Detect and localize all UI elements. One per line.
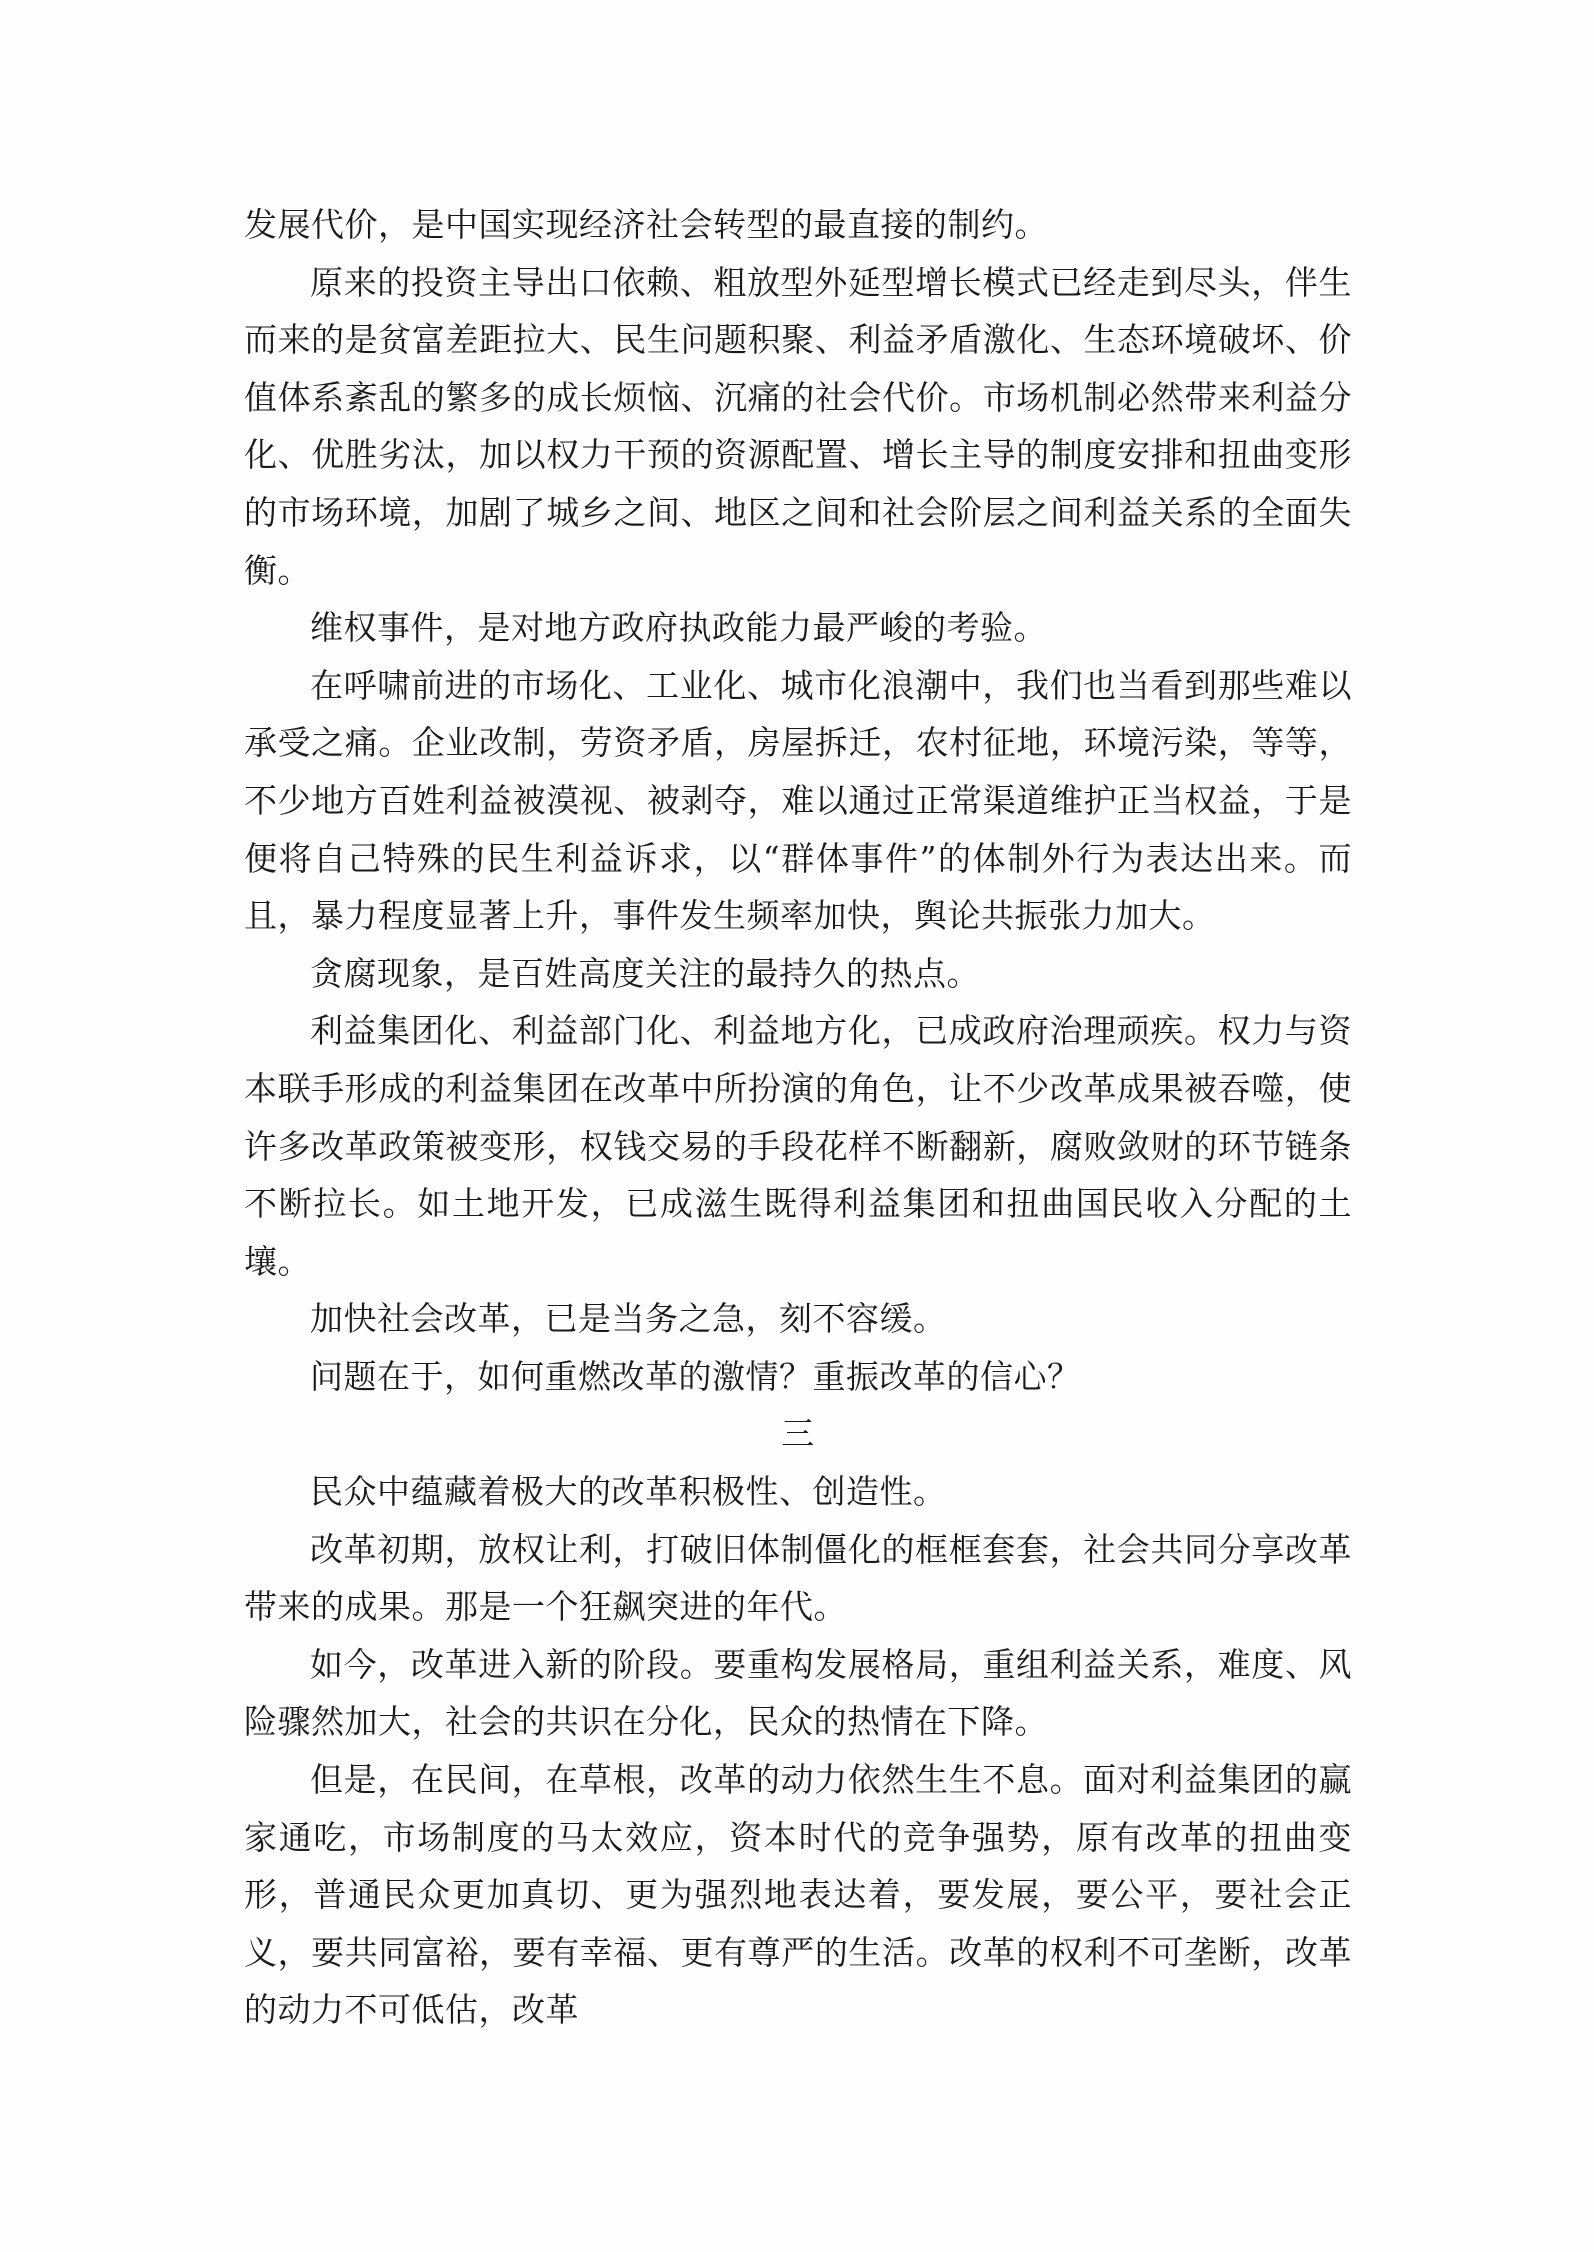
paragraph-4: 在呼啸前进的市场化、工业化、城市化浪潮中，我们也当看到那些难以承受之痛。企业改制，劳资矛盾，房屋拆迁，农村征地，环境污染，等等，不少地方百姓利益被漠视、被剥夺，难以通过正常渠道维护正当权益，于是便将自己特殊的民生利益诉求，以“群体事件”的体制外行为表达出来。而且，暴力程度显著上升，事件发生频率加快，舆论共振张力加大。	[244, 665, 1352, 936]
paragraph-11: 如今，改革进入新的阶段。要重构发展格局，重组利益关系，难度、风险骤然加大，社会的共识在分化，民众的热情在下降。	[244, 1644, 1352, 1742]
paragraph-7: 加快社会改革，已是当务之急，刻不容缓。	[310, 1299, 947, 1339]
paragraph-10: 改革初期，放权让利，打破旧体制僵化的框框套套，社会共同分享改革带来的成果。那是一个狂飙突进的年代。	[244, 1529, 1352, 1627]
paragraph-9: 民众中蕴藏着极大的改革积极性、创造性。	[310, 1472, 947, 1512]
body-text	[244, 196, 1352, 2039]
paragraph-3: 维权事件，是对地方政府执政能力最严峻的考验。	[310, 608, 1047, 648]
paragraph-8: 问题在于，如何重燃改革的激情？重振改革的信心？	[310, 1356, 1081, 1396]
paragraph-12: 但是，在民间，在草根，改革的动力依然生生不息。面对利益集团的赢家通吃，市场制度的马太效应，资本时代的竞争强势，原有改革的扭曲变形，普通民众更加真切、更为强烈地表达着，要发展，要公平，要社会正义，要共同富裕，要有幸福、更有尊严的生活。改革的权利不可垄断，改革的动力不可低估，改革	[244, 1760, 1352, 2030]
section-heading: 三	[781, 1414, 815, 1454]
paragraph-5: 贪腐现象，是百姓高度关注的最持久的热点。	[310, 953, 980, 993]
paragraph-2: 原来的投资主导出口依赖、粗放型外延型增长模式已经走到尽头，伴生而来的是贫富差距拉大、民生问题积聚、利益矛盾激化、生态环境破坏、价值体系紊乱的繁多的成长烦恼、沉痛的社会代价。市场机制必然带来利益分化、优胜劣汰，加以权力干预的资源配置、增长主导的制度安排和扭曲变形的市场环境，加剧了城乡之间、地区之间和社会阶层之间利益关系的全面失衡。	[244, 262, 1352, 590]
paragraph-6: 利益集团化、利益部门化、利益地方化，已成政府治理顽疾。权力与资本联手形成的利益集团在改革中所扮演的角色，让不少改革成果被吞噬，使许多改革政策被变形，权钱交易的手段花样不断翻新，腐败敛财的环节链条不断拉长。如土地开发，已成滋生既得利益集团和扭曲国民收入分配的土壤。	[244, 1011, 1352, 1281]
paragraph-1: 发展代价，是中国实现经济社会转型的最直接的制约。	[244, 205, 1048, 244]
